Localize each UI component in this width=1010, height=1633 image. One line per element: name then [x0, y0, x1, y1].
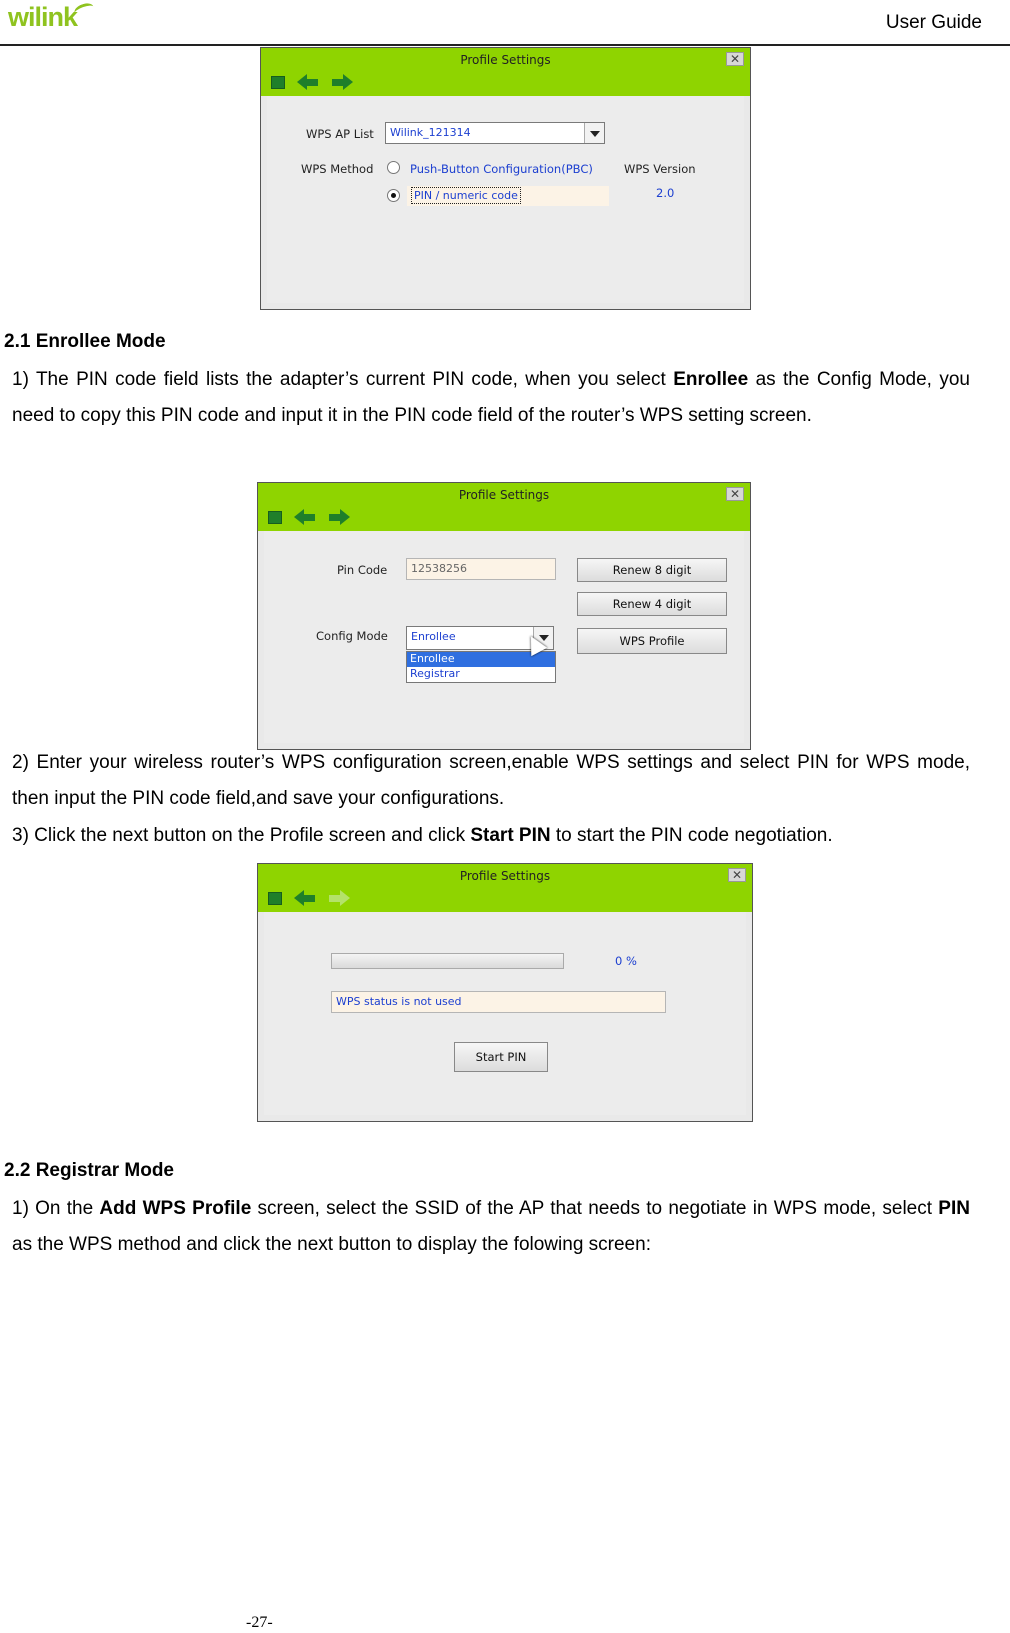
paragraph-text: 1) On the: [12, 1198, 100, 1219]
wps-ap-list-label: WPS AP List: [306, 127, 374, 141]
user-guide-label: User Guide: [885, 12, 982, 33]
back-arrow-icon[interactable]: [294, 509, 316, 525]
bold-term-pin: PIN: [938, 1198, 970, 1219]
page-header: [0, 0, 1010, 46]
profile-settings-window-pin-code: [257, 482, 751, 750]
renew-4-digit-button[interactable]: [577, 592, 727, 616]
pin-radio[interactable]: [387, 189, 400, 202]
profile-settings-window-wps-method: [260, 47, 751, 310]
config-mode-label: Config Mode: [316, 629, 388, 643]
close-icon[interactable]: ✕: [728, 868, 746, 882]
progress-percent-label: 0 %: [615, 954, 637, 968]
next-arrow-icon[interactable]: [328, 509, 350, 525]
button-label: WPS Profile: [619, 634, 685, 648]
button-label: Start PIN: [475, 1050, 527, 1064]
paragraph-text: 2) Enter your wireless router’s WPS configuration screen,enable WPS settings and select PIN for WPS mode, then input the PIN code field,and save your configurations.: [12, 752, 970, 809]
chevron-down-icon[interactable]: [584, 123, 604, 143]
window-title: Profile Settings: [459, 869, 551, 883]
paragraph-text: as the Config Mode, you need to copy this PIN code and input it in the PIN code field of the router’s WPS setting screen.: [12, 369, 970, 426]
config-mode-value: Enrollee: [411, 630, 456, 643]
button-label: Renew 4 digit: [612, 597, 692, 611]
start-pin-button[interactable]: [454, 1042, 548, 1072]
wps-progress-bar: [331, 953, 564, 969]
pin-code-label: Pin Code: [337, 563, 388, 577]
wps-ap-list-value: Wilink_121314: [390, 126, 471, 139]
back-arrow-icon[interactable]: [297, 74, 319, 90]
pin-option-label: PIN / numeric code: [411, 187, 521, 204]
toolbar: [268, 890, 350, 906]
pin-option-row[interactable]: [407, 186, 609, 206]
pbc-radio[interactable]: [387, 161, 400, 174]
pbc-option-label[interactable]: Push-Button Configuration(PBC): [410, 162, 593, 176]
logo-text: wilink: [8, 2, 78, 32]
dropdown-option-registrar[interactable]: Registrar: [410, 667, 460, 680]
page-number: -27-: [246, 1614, 273, 1631]
stop-icon[interactable]: [268, 511, 282, 524]
paragraph-registrar-1: [12, 1191, 970, 1263]
section-heading-enrollee: 2.1 Enrollee Mode: [4, 331, 166, 352]
pin-code-field[interactable]: [406, 558, 556, 580]
wps-profile-button[interactable]: [577, 628, 727, 654]
next-arrow-icon[interactable]: [328, 890, 350, 906]
wps-status-value: WPS status is not used: [336, 995, 462, 1008]
window-title: Profile Settings: [460, 53, 551, 67]
paragraph-text: 3) Click the next button on the Profile screen and click: [12, 825, 471, 846]
paragraph-enrollee-1: [12, 362, 970, 434]
paragraph-enrollee-2: [12, 745, 970, 817]
next-arrow-icon[interactable]: [331, 74, 353, 90]
wps-ap-list-select[interactable]: [385, 122, 605, 144]
window-title: Profile Settings: [458, 488, 550, 502]
toolbar: [268, 509, 350, 525]
paragraph-text: to start the PIN code negotiation.: [550, 825, 833, 846]
back-arrow-icon[interactable]: [294, 890, 316, 906]
paragraph-text: 1) The PIN code field lists the adapter’s current PIN code, when you select: [12, 369, 674, 390]
wps-version-value: 2.0: [656, 186, 675, 200]
config-mode-dropdown-list: [406, 651, 556, 683]
toolbar: [271, 74, 353, 90]
bold-term-start-pin: Start PIN: [470, 825, 551, 846]
section-heading-registrar: 2.2 Registrar Mode: [4, 1160, 174, 1181]
button-label: Renew 8 digit: [612, 563, 692, 577]
renew-8-digit-button[interactable]: [577, 558, 727, 582]
wps-method-label: WPS Method: [301, 162, 374, 176]
wps-status-field: [331, 991, 666, 1013]
stop-icon[interactable]: [268, 892, 282, 905]
stop-icon[interactable]: [271, 76, 285, 89]
paragraph-text: as the WPS method and click the next button to display the folowing screen:: [12, 1234, 651, 1255]
paragraph-enrollee-3: [12, 818, 970, 854]
window-body: [264, 912, 746, 1115]
close-icon[interactable]: ✕: [726, 487, 744, 501]
wilink-logo: [4, 2, 94, 32]
wps-version-label: WPS Version: [624, 162, 696, 176]
pin-code-value: 12538256: [411, 562, 467, 575]
paragraph-text: screen, select the SSID of the AP that needs to negotiate in WPS mode, select: [251, 1198, 939, 1219]
close-icon[interactable]: ✕: [726, 52, 744, 66]
dropdown-option-enrollee[interactable]: Enrollee: [407, 652, 555, 667]
bold-term-enrollee: Enrollee: [673, 369, 749, 390]
bold-term-add-wps-profile: Add WPS Profile: [99, 1198, 252, 1219]
profile-settings-window-start-pin: [257, 863, 753, 1122]
